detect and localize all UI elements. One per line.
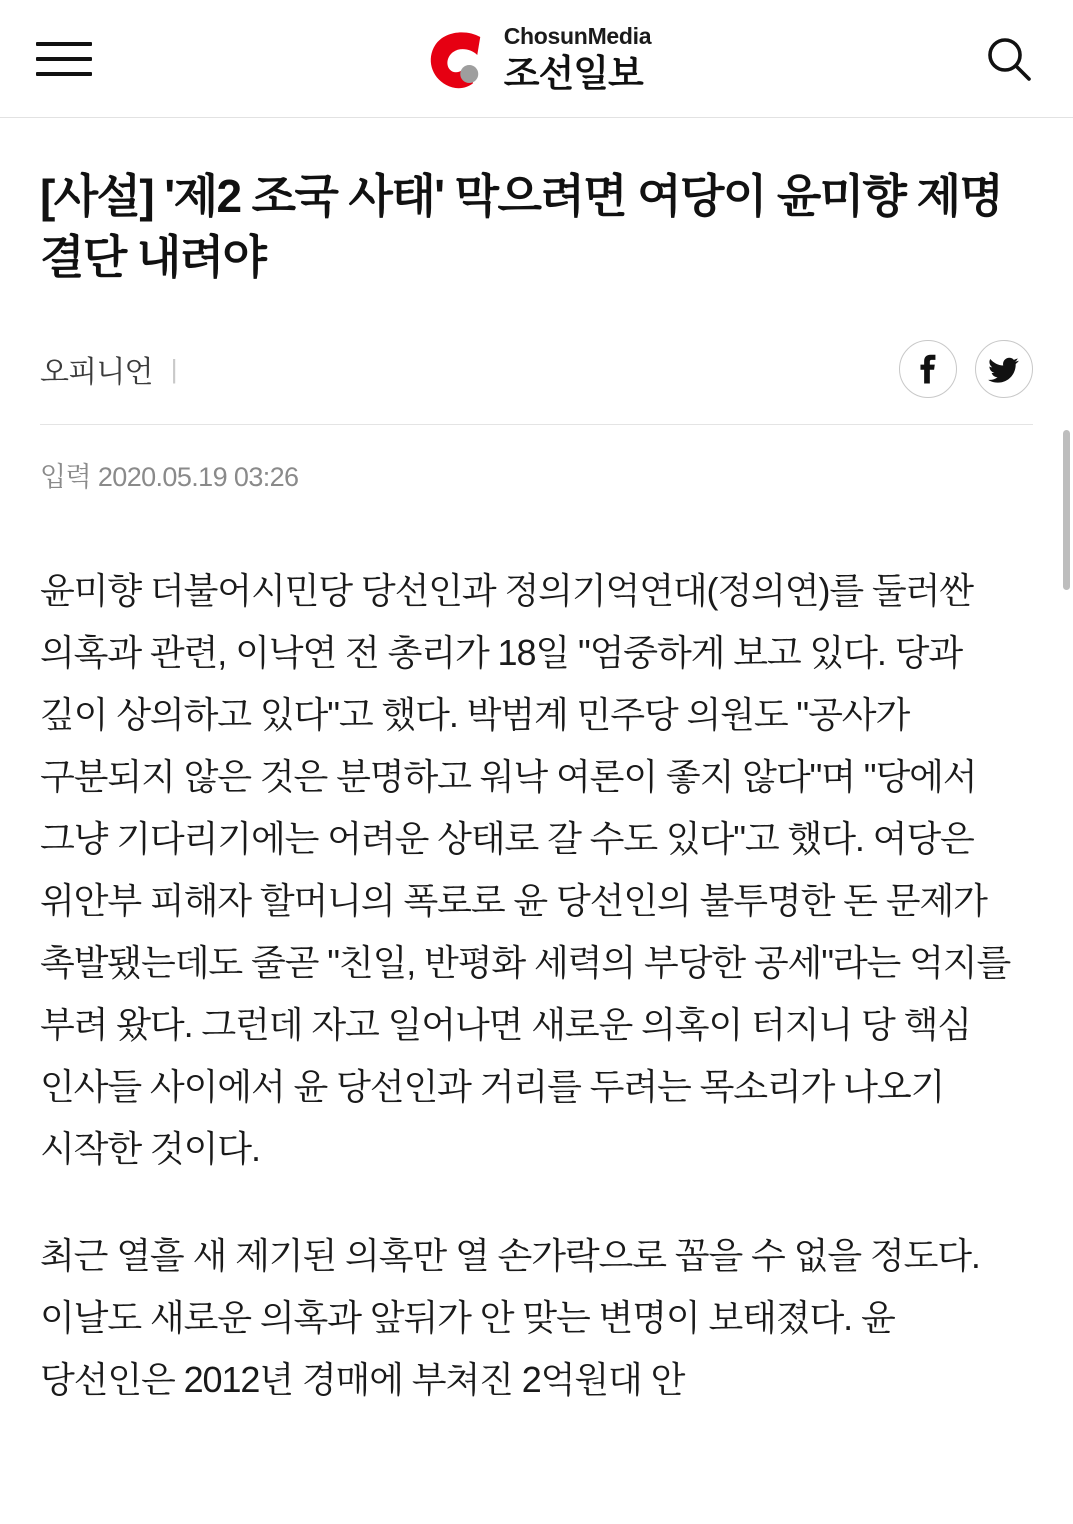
brand-name-english — [504, 25, 652, 48]
scrollbar-thumb[interactable] — [1063, 430, 1070, 590]
section-label[interactable]: 오피니언 — [40, 356, 153, 390]
page-title: [사설] '제2 조국 사태' 막으려면 여당이 윤미향 제명 결단 내려야 — [40, 170, 1003, 284]
twitter-share-icon[interactable] — [975, 340, 1033, 398]
brand-wordmark — [504, 25, 652, 92]
hamburger-bar — [36, 57, 92, 61]
article-body — [40, 560, 1033, 1411]
hamburger-bar — [36, 72, 92, 76]
site-header — [0, 0, 1073, 118]
site-logo[interactable] — [422, 25, 652, 93]
article-paragraph: 윤미향 더불어시민당 당선인과 정의기억연대(정의연)를 둘러싼 의혹과 관련, 이낙연 전 총리가 18일 "엄중하게 보고 있다. 당과 깊이 상의하고 있다"고 했다. 박범계 민주당 의원도 "공사가 구분되지 않은 것은 분명하고 워낙 여론이 좋지 않다"며 "당에서 그냥 기다리기에는 어려운 상태로 갈 수도 있다"고 했다. 여당은 위안부 피해자 할머니의 폭로로 윤 당선인의 불투명한 돈 문제가 촉발됐는데도 줄곧 "친일, 반평화 세력의 부당한 공세"라는 억지를 부려 왔다. 그런데 자고 일어나면 새로운 의혹이 터지니 당 핵심 인사들 사이에서 윤 당선인과 거리를 두려는 목소리가 나오기 시작한 것이다. — [40, 570, 1011, 1169]
section-separator: | — [170, 353, 177, 384]
brand-media-text: Media — [587, 23, 652, 49]
chosun-logo-mark — [422, 25, 490, 93]
share-buttons — [899, 340, 1033, 398]
publish-date: 입력 2020.05.19 03:26 — [40, 462, 299, 493]
facebook-share-icon[interactable] — [899, 340, 957, 398]
brand-name-korean: 조선일보 — [503, 53, 643, 94]
hamburger-bar — [36, 42, 92, 46]
article-section — [40, 347, 177, 391]
article-meta-row — [40, 340, 1033, 425]
article-paragraph: 최근 열흘 새 제기된 의혹만 열 손가락으로 꼽을 수 없을 정도다. 이날도 새로운 의혹과 앞뒤가 안 맞는 변명이 보태졌다. 윤 당선인은 2012년 경매에 부쳐진 2억원대 안 — [40, 1235, 980, 1401]
search-icon[interactable] — [981, 31, 1037, 87]
hamburger-icon[interactable] — [36, 37, 92, 81]
brand-chosun-text: Chosun — [503, 23, 588, 49]
article-container — [0, 166, 1073, 1411]
